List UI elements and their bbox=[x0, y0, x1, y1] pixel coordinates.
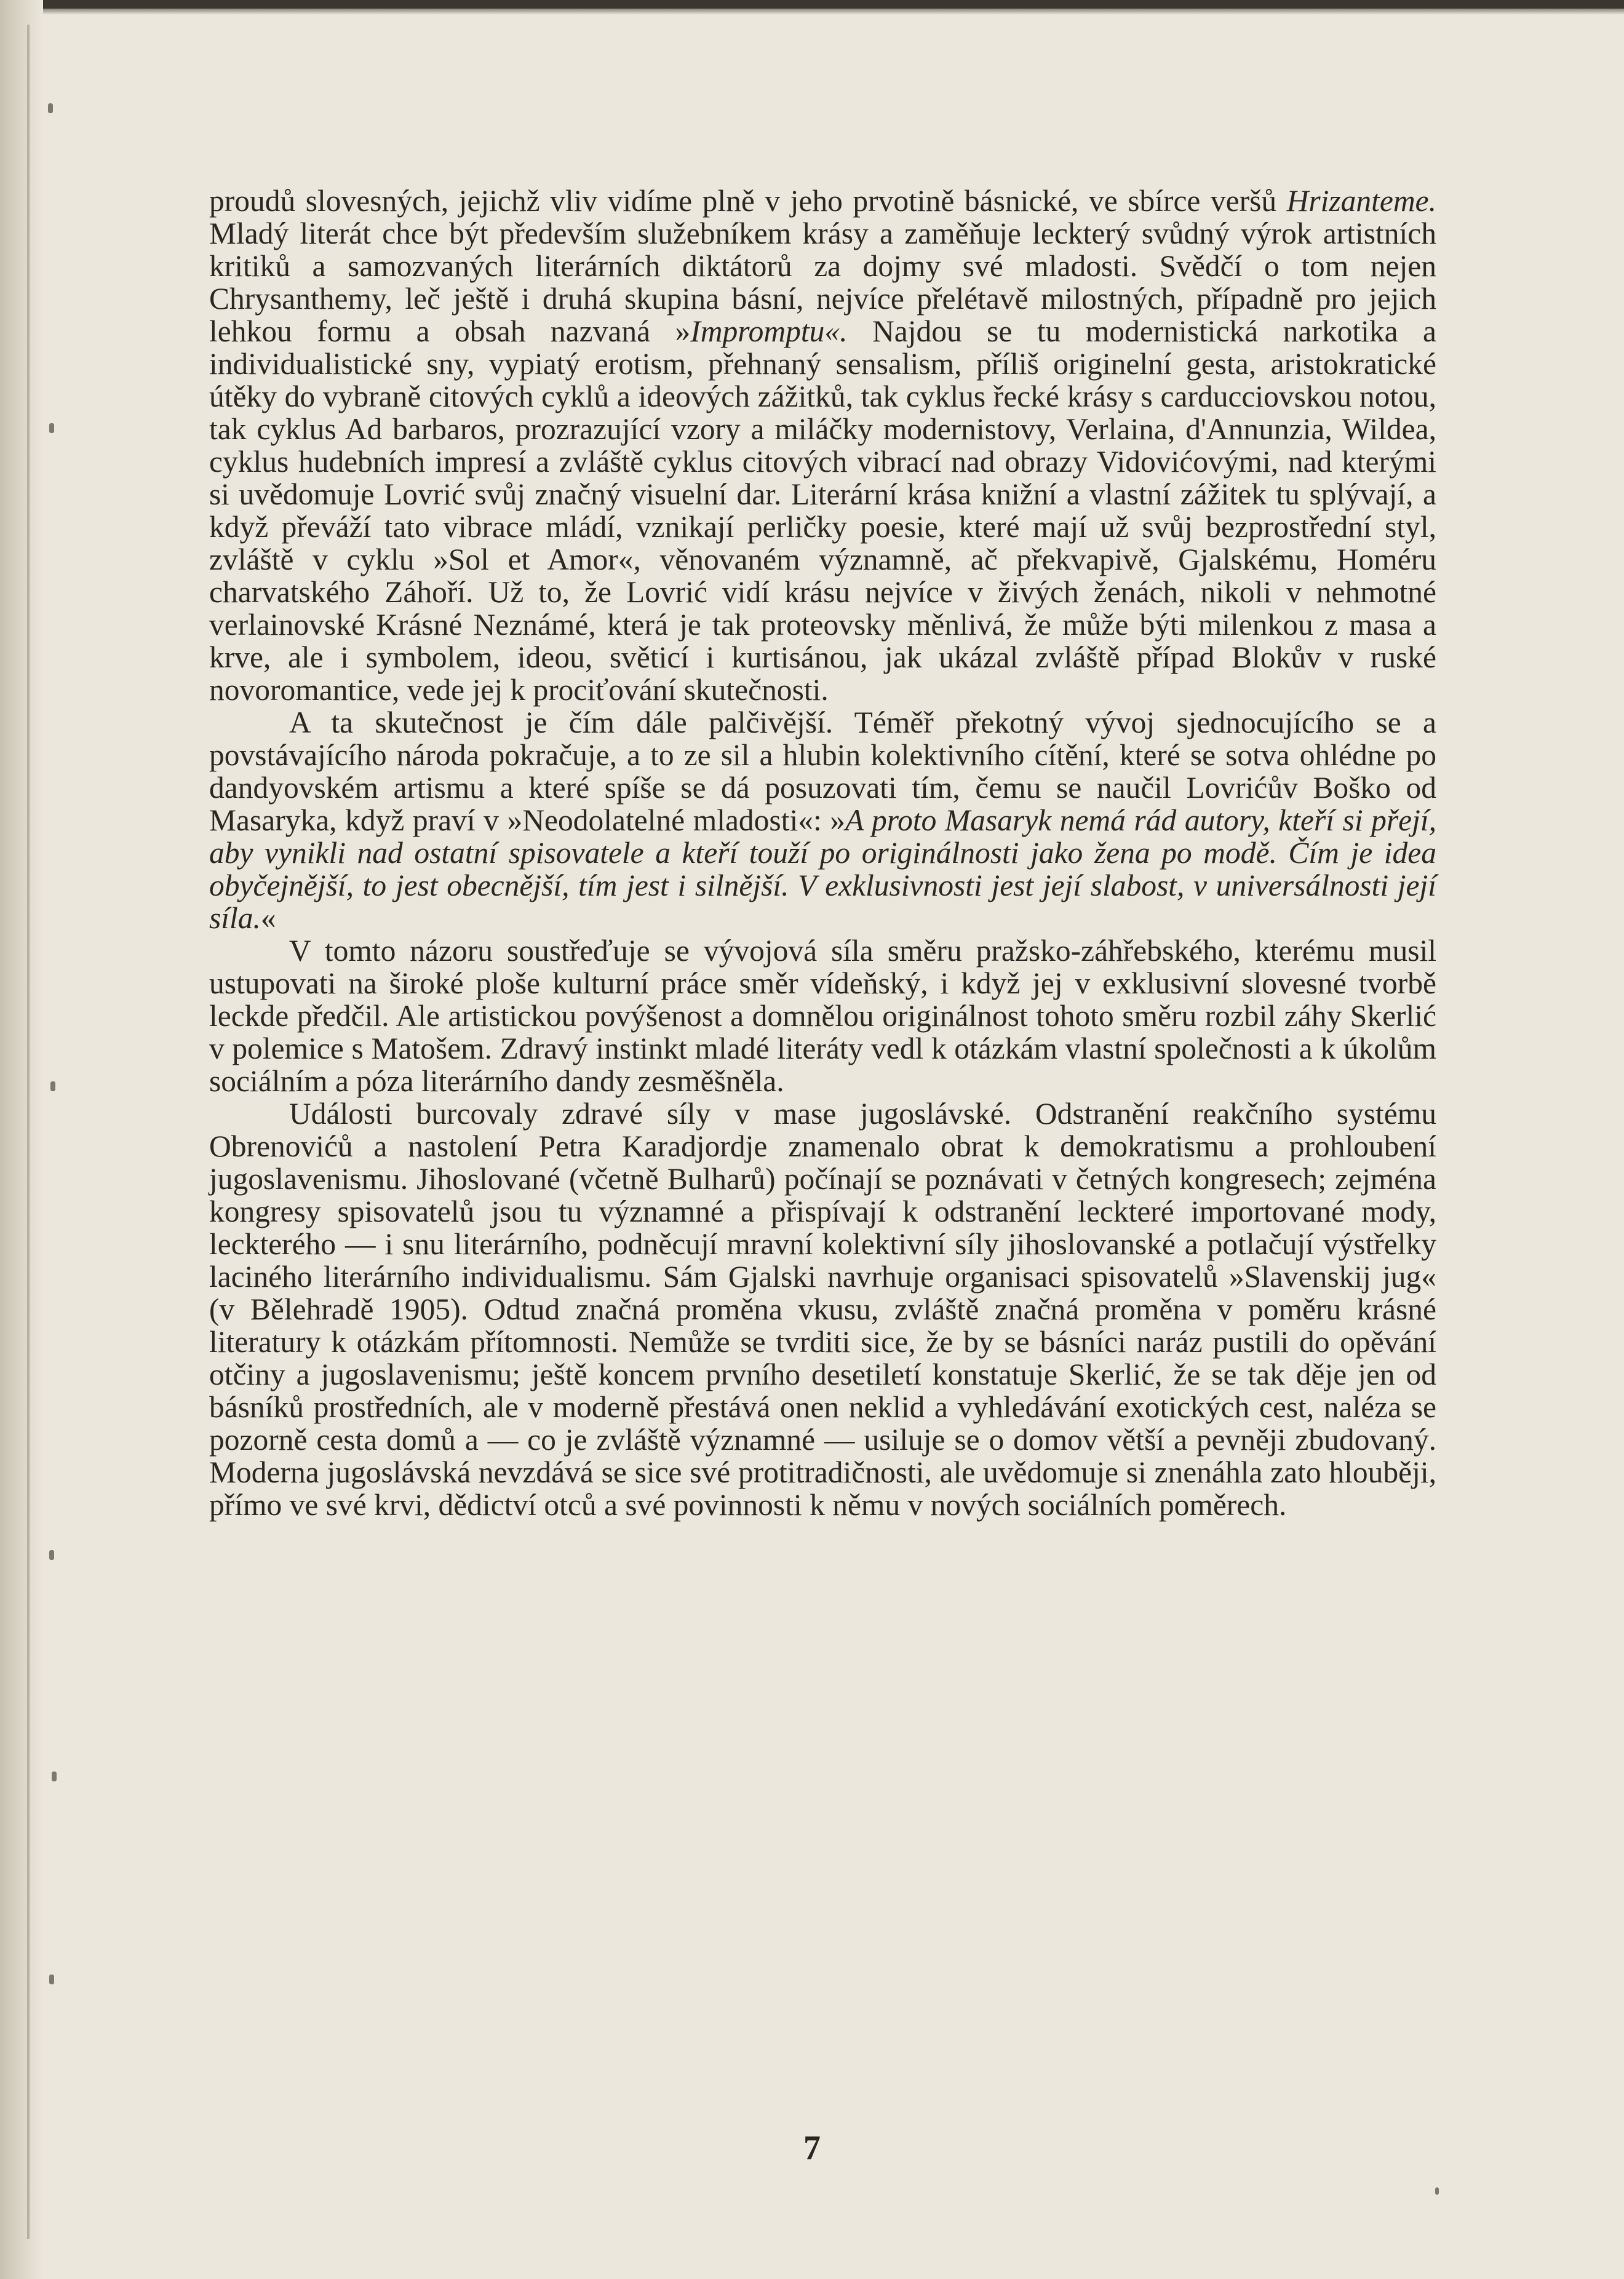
text-run: V tomto názoru soustřeďuje se vývojová síla směru pražsko-záhřebského, kterému musil ustupovati na široké ploše kulturní práce směr vídeňský, i když jej v exklusivní slovesné tvorbě leckde předčil. Ale artistickou povýšenost a domnělou originálnost tohoto směru rozbil záhy Skerlić v polemice s Matošem. Zdravý instinkt mladé literáty vedl k otázkám vlastní společnosti a k úkolům sociálním a póza literárního dandy zesměšněla. bbox=[209, 934, 1436, 1098]
scan-top-fade bbox=[0, 9, 1624, 15]
scan-top-edge bbox=[0, 0, 1624, 9]
paper-speck bbox=[49, 1550, 54, 1560]
paragraph bbox=[209, 934, 1436, 1097]
paragraph bbox=[209, 1097, 1436, 1521]
page-number: 7 bbox=[803, 2129, 821, 2167]
text-run: A ta skutečnost je čím dále palčivější. Téměř překotný vývoj sjednocujícího se a povstávajícího národa pokračuje, a to ze sil a hlubin kolektivního cítění, které se sotva ohlédne po dandyovském artismu a které spíše se dá posuzovati tím, čemu se naučil Lovrićův Boško od Masaryka, když praví v »Neodolatelné mladosti«: » bbox=[209, 706, 1436, 837]
book-gutter-shadow bbox=[0, 0, 43, 2279]
italic-run: Hrizanteme. bbox=[1286, 184, 1436, 218]
text-run: proudů slovesných, jejichž vliv vidíme plně v jeho prvotině básnické, ve sbírce veršů bbox=[209, 184, 1287, 218]
text-run: « bbox=[260, 901, 276, 935]
italic-run: Impromptu«. bbox=[690, 314, 848, 348]
italic-run: A proto Masaryk nemá rád autory, kteří si přejí, aby vynikli nad ostatní spisovatele a kteří touží po originálnosti jako žena po modě. Čím je idea obyčejnější, to jest obecnější, tím jest i silnější. V exklusivnosti jest její slabost, v universálnosti její síla. bbox=[209, 803, 1437, 935]
book-gutter-line bbox=[27, 25, 30, 2239]
text-run: Mladý literát chce být především služebníkem krásy a zaměňuje leckterý svůdný výrok artistních kritiků a samozvaných literárních diktátorů za dojmy své mladosti. Svědčí o tom nejen Chrysanthemy, leč ještě i druhá skupina básní, nejvíce přelétavě milostných, případně pro jejich lehkou formu a obsah nazvaná » bbox=[209, 217, 1436, 348]
paper-speck bbox=[52, 1772, 57, 1781]
paper-speck bbox=[1435, 2187, 1439, 2195]
text-run: Najdou se tu modernistická narkotika a individualistické sny, vypiatý erotism, přehnaný sensalism, příliš originelní gesta, aristokratické útěky do vybraně citových cyklů a ideových zážitků, tak cyklus řecké krásy s carducciovskou notou, tak cyklus Ad barbaros, prozrazující vzory a miláčky modernistovy, Verlaina, d'Annunzia, Wildea, cyklus hudebních impresí a zvláště cyklus citových vibrací nad obrazy Vidovićovými, nad kterými si uvědomuje Lovrić svůj značný visuelní dar. Literární krása knižní a vlastní zážitek tu splývají, a když převáží tato vibrace mládí, vznikají perličky poesie, které mají už svůj bezprostřední styl, zvláště v cyklu »Sol et Amor«, věnovaném významně, ač překvapivě, Gjalskému, Homéru charvatského Záhoří. Už to, že Lovrić vidí krásu nejvíce v živých ženách, nikoli v nehmotné verlainovské Krásné Neznámé, která je tak proteovsky měnlivá, že může býti milenkou z masa a krve, ale i symbolem, ideou, světicí i kurtisánou, jak ukázal zvláště případ Blokův v ruské novoromantice, vede jej k prociťování skutečnosti. bbox=[209, 314, 1437, 707]
paragraph bbox=[209, 706, 1436, 934]
paper-speck bbox=[48, 103, 53, 113]
text-run: Události burcovaly zdravé síly v mase jugoslávské. Odstranění reakčního systému Obrenovićů a nastolení Petra Karadjordje znamenalo obrat k demokratismu a prohloubení jugoslavenismu. Jihoslované (včetně Bulharů) počínají se poznávati v četných kongresech; zejména kongresy spisovatelů jsou tu významné a přispívají k odstranění leckteré importované mody, leckterého — i snu literárního, podněcují mravní kolektivní síly jihoslovanské a potlačují výstřelky laciného literárního individualismu. Sám Gjalski navrhuje organisaci spisovatelů »Slavenskij jug« (v Bělehradě 1905). Odtud značná proměna vkusu, zvláště značná proměna v poměru krásné literatury k otázkám přítomnosti. Nemůže se tvrditi sice, že by se básníci naráz pustili do opěvání otčiny a jugoslavenismu; ještě koncem prvního desetiletí konstatuje Skerlić, že se tak děje jen od básníků prostředních, ale v moderně přestává onen neklid a vyhledávání exotických cest, naléza se pozorně cesta domů a — co je zvláště významné — usiluje se o domov větší a pevněji zbudovaný. Moderna jugoslávská nevzdává se sice své protitradičnosti, ale uvědomuje si znenáhla zato hlouběji, přímo ve své krvi, dědictví otců a své povinnosti k němu v nových sociálních poměrech. bbox=[209, 1097, 1436, 1522]
paper-speck bbox=[49, 1975, 54, 1984]
body-text bbox=[209, 185, 1436, 1521]
paragraph bbox=[209, 185, 1436, 706]
paper-speck bbox=[49, 423, 54, 433]
paper-speck bbox=[50, 1081, 55, 1091]
